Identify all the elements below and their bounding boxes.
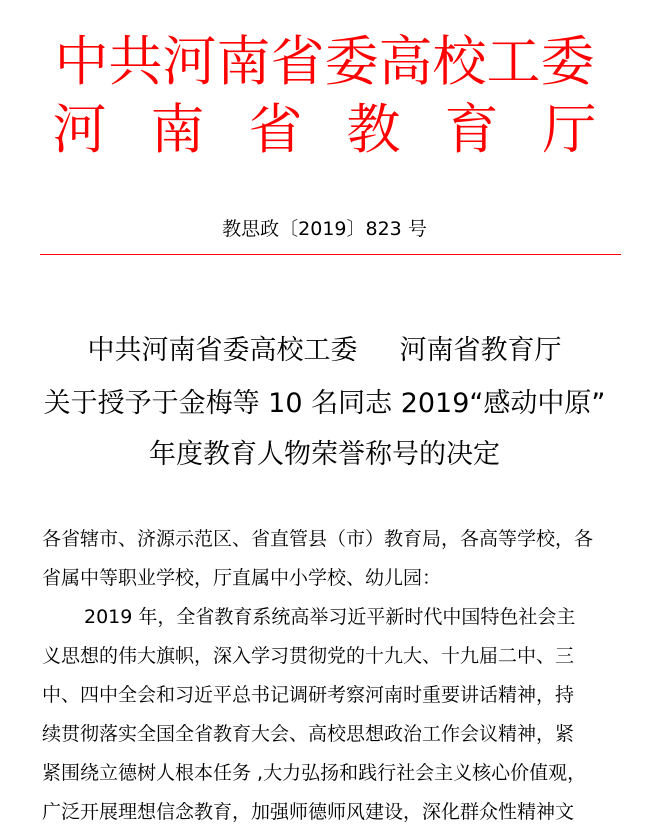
title-line-1 (0, 330, 649, 372)
red-divider-line (40, 254, 621, 255)
letterhead-line-2: 河南省教育厅 (52, 98, 641, 161)
paragraph-line: 义思想的伟大旗帜，深入学习贯彻党的十九大、十九届二中、三 (42, 645, 575, 667)
title-line-2: 关于授予于金梅等 10 名同志 2019“感动中原” (43, 388, 606, 419)
paragraph-line: 中、四中全会和习近平总书记调研考察河南时重要讲话精神，持 (42, 684, 575, 706)
title-line-3: 年度教育人物荣誉称号的决定 (149, 439, 500, 470)
paragraph-line: 2019 年，全省教育系统高举习近平新时代中国特色社会主 (84, 606, 576, 628)
title-issuer-1: 中共河南省委高校工委 (87, 335, 358, 366)
paragraph-line: 广泛开展理想信念教育，加强师德师风建设，深化群众性精神文 (42, 801, 575, 823)
addressee-line-1: 各省辖市、济源示范区、省直管县（市）教育局，各高等学校，各 (42, 528, 594, 550)
document-number: 教思政〔2019〕823 号 (222, 218, 427, 240)
title-issuer-2: 河南省教育厅 (399, 335, 562, 366)
letterhead-line-1: 中共河南省委高校工委 (54, 30, 595, 93)
paragraph-line: 续贯彻落实全国全省教育大会、高校思想政治工作会议精神，紧 (42, 723, 575, 745)
addressee-line-2: 省属中等职业学校，厅直属中小学校、幼儿园： (42, 567, 442, 589)
paragraph-line: 紧围绕立德树人根本任务 ,大力弘扬和践行社会主义核心价值观， (42, 762, 587, 784)
